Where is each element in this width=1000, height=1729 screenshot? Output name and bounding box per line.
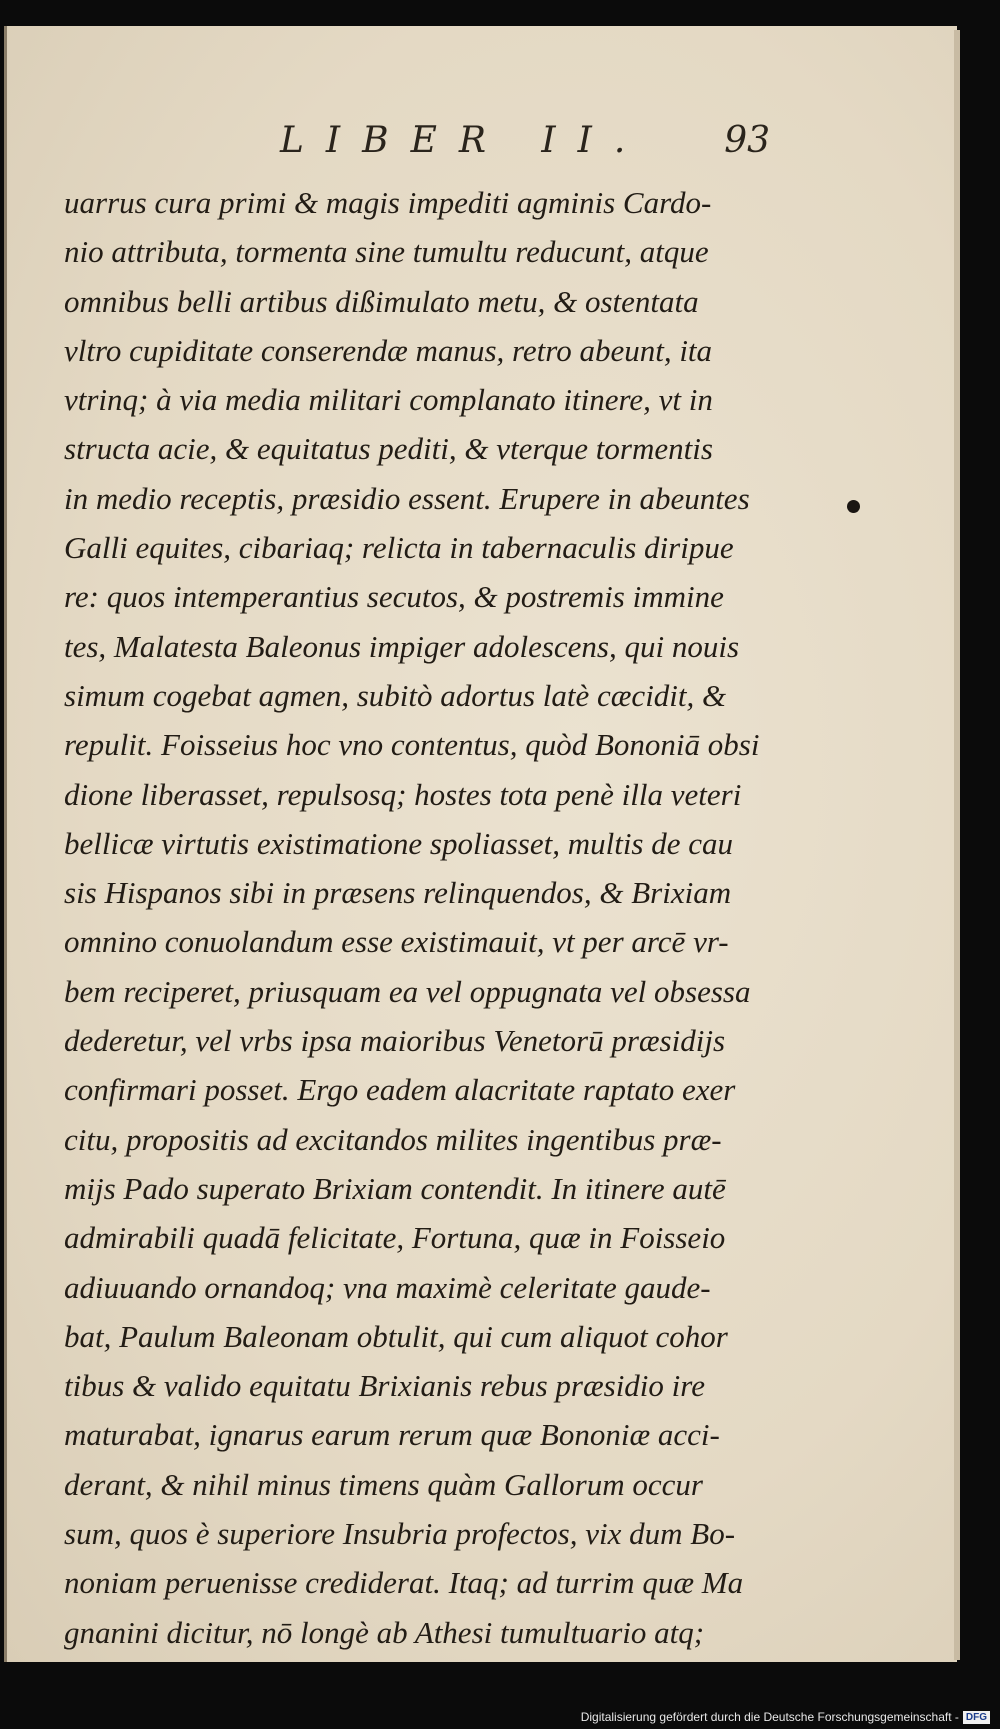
text-line: simum cogebat agmen, subitò adortus latè cæcidit, &	[64, 677, 727, 713]
text-line: bem reciperet, priusquam ea vel oppugnata vel obsessa	[64, 973, 751, 1009]
text-line: uarrus cura primi & magis impediti agminis Cardo-	[64, 185, 712, 220]
text-line: dione liberasset, repulsosq; hostes tota penè illa veteri	[64, 776, 742, 812]
text-line: vtrinq; à via media militari complanato itinere, vt in	[64, 382, 713, 418]
text-line: sis Hispanos sibi in præsens relinquendos, & Brixiam	[64, 875, 732, 911]
text-line: gnanini dicitur, nō longè ab Athesi tumultuario atq;	[64, 1614, 705, 1650]
text-line: re: quos intemperantius secutos, & postremis immine	[64, 579, 724, 615]
text-line: Galli equites, cibariaq; relicta in tabernaculis diripue	[64, 530, 734, 566]
credit-text: Digitalisierung gefördert durch die Deutsche Forschungsgemeinschaft -	[580, 1710, 959, 1724]
text-line: structa acie, & equitatus pediti, & vterque tormentis	[64, 431, 713, 467]
text-line: dederetur, vel vrbs ipsa maioribus Venetorū præsidijs	[64, 1023, 726, 1059]
text-line: bat, Paulum Baleonam obtulit, qui cum aliquot cohor	[64, 1318, 728, 1354]
text-line: derant, & nihil minus timens quàm Gallorum occur	[64, 1466, 703, 1502]
running-title: LIBER II.	[280, 120, 648, 161]
text-line: admirabili quadā felicitate, Fortuna, quæ in Foisseio	[64, 1220, 726, 1256]
text-line: repulit. Foisseius hoc vno contentus, quòd Bononiā obsi	[64, 727, 760, 763]
text-line: noniam peruenisse crediderat. Itaq; ad turrim quæ Ma	[64, 1565, 744, 1601]
dfg-logo: DFG	[963, 1711, 990, 1724]
text-line: vltro cupiditate conserendæ manus, retro abeunt, ita	[64, 332, 713, 368]
text-line: nio attributa, tormenta sine tumultu reducunt, atque	[64, 234, 709, 270]
text-line: bellicæ virtutis existimatione spoliasset, multis de cau	[64, 825, 734, 861]
text-line: omnino conuolandum esse existimauit, vt per arcē vr-	[64, 924, 729, 960]
text-line: confirmari posset. Ergo eadem alacritate raptato exer	[64, 1072, 736, 1108]
text-line: tibus & valido equitatu Brixianis rebus præsidio ire	[64, 1368, 705, 1404]
text-line: citu, propositis ad excitandos milites ingentibus præ-	[64, 1121, 722, 1157]
page-edge	[954, 30, 960, 1660]
ink-spot	[847, 500, 860, 513]
folio-number: 93	[724, 120, 770, 161]
text-line: omnibus belli artibus dißimulato metu, & ostentata	[64, 283, 699, 319]
text-line: in medio receptis, præsidio essent. Erupere in abeuntes	[64, 480, 750, 516]
text-line: maturabat, ignarus earum rerum quæ Bononiæ acci-	[64, 1417, 720, 1453]
body-text	[64, 178, 784, 1657]
text-line: sum, quos è superiore Insubria profectos, vix dum Bo-	[64, 1516, 736, 1552]
digitization-credit	[581, 1710, 990, 1724]
text-line: tes, Malatesta Baleonus impiger adolescens, qui nouis	[64, 628, 740, 664]
text-line: mijs Pado superato Brixiam contendit. In itinere autē	[64, 1170, 726, 1206]
text-line: adiuuando ornandoq; vna maximè celeritate gaude-	[64, 1269, 711, 1305]
page-header	[280, 120, 770, 170]
